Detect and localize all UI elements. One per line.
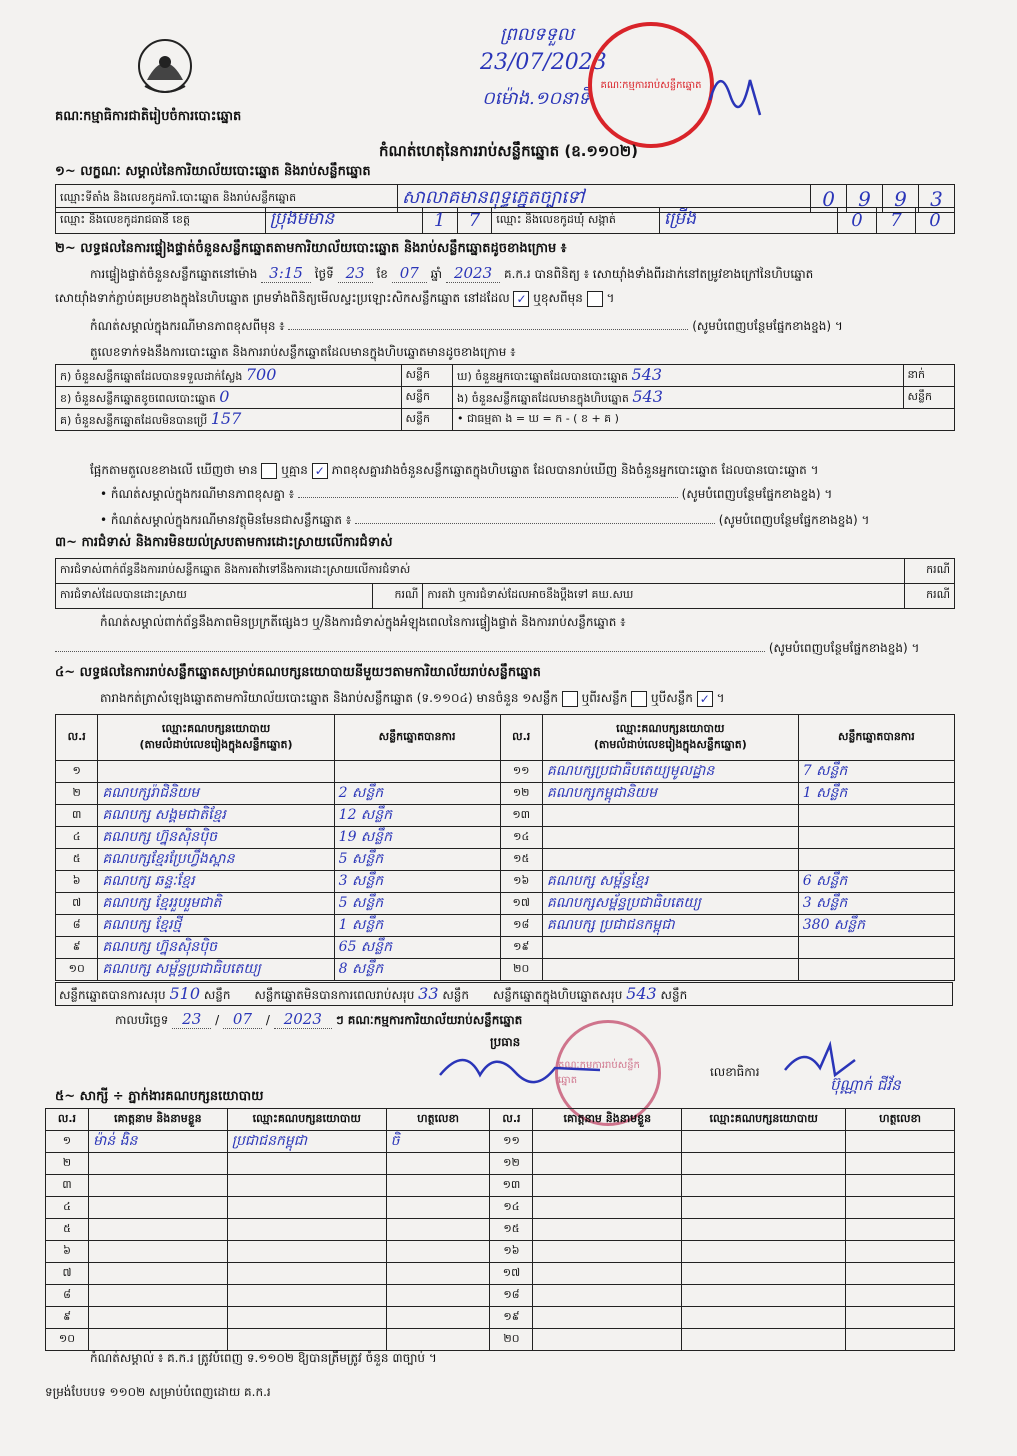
- section1-table-row2: [55, 207, 955, 234]
- total-valid: 510: [169, 984, 201, 1003]
- witness-row: [46, 1307, 955, 1329]
- witness-signature: [386, 1197, 490, 1219]
- vote-count: 1 សន្លឹក: [334, 915, 500, 937]
- location-label: ឈ្មោះទីតាំង និងលេខកូដការិ.បោះឆ្នោត និងរាប់សន្លឹកឆ្នោត: [56, 185, 398, 213]
- spoiled-ballots: 0: [219, 387, 230, 406]
- witness-signature: [386, 1263, 490, 1285]
- witness-name: [88, 1307, 227, 1329]
- form-note: ទម្រង់បែបបទ ១១០២ សម្រាប់បំពេញដោយ គ.ក.រ: [45, 1385, 271, 1399]
- verification-year: 2023: [446, 264, 500, 283]
- vote-count: 380 សន្លឹក: [798, 915, 954, 937]
- results-row: [56, 761, 955, 783]
- witness-name: [533, 1329, 682, 1351]
- witness-row: [46, 1285, 955, 1307]
- totals-line: សន្លឹកឆ្នោតបានការសរុប 510 សន្លឹក សន្លឹកឆ្នោតមិនបានការពេលរាប់សរុប 33 សន្លឹក សន្លឹកឆ្នោតក្នុងហិបឆ្នោតសរុប 543 សន្លឹក: [55, 982, 953, 1006]
- province-code: 1: [422, 208, 457, 234]
- no-cell: ១៨: [490, 1285, 533, 1307]
- witness-signature: [386, 1175, 490, 1197]
- no-cell: ១២: [490, 1153, 533, 1175]
- witness-signature: [846, 1329, 955, 1351]
- witness-party: [682, 1219, 846, 1241]
- commune-digit: 0: [837, 208, 876, 234]
- commune-digit: 0: [915, 208, 954, 234]
- witness-row: [46, 1263, 955, 1285]
- party-name: គណបក្ស សង្គមជាតិខ្មែរ: [98, 805, 334, 827]
- no-cell: ១១: [500, 761, 542, 783]
- location-digit: 0: [811, 185, 847, 213]
- no-cell: ៤: [56, 827, 98, 849]
- commune-digit: 7: [876, 208, 915, 234]
- seal-note-line: កំណត់សម្គាល់ក្នុងករណីមានភាពខុសពីមុន ៖ (សូមបំពេញបន្ថែមផ្នែកខាងខ្នង) ។: [90, 319, 843, 333]
- tally-one-checkbox[interactable]: [562, 691, 578, 707]
- no-cell: ១៣: [490, 1175, 533, 1197]
- witness-signature: [846, 1219, 955, 1241]
- vote-count: [798, 827, 954, 849]
- witness-name: [88, 1175, 227, 1197]
- party-name: គណបក្សកម្ពុជានិយម: [542, 783, 798, 805]
- vote-count: 3 សន្លឹក: [798, 893, 954, 915]
- vote-count: 7 សន្លឹក: [798, 761, 954, 783]
- party-name: [542, 805, 798, 827]
- chair-signature: [435, 1040, 605, 1094]
- witness-party: [227, 1175, 386, 1197]
- irregularity-fill: (សូមបំពេញបន្ថែមផ្នែកខាងខ្នង) ។: [55, 640, 955, 658]
- witness-name: [533, 1131, 682, 1153]
- vote-count: 6 សន្លឹក: [798, 871, 954, 893]
- witness-name: [88, 1329, 227, 1351]
- seal-check-line: សោយ៉ាំងទាក់ភ្ជាប់គម្របខាងក្នុងនៃហិបឆ្នោត ព្រមទាំងពិនិត្យមើលស្ទះប្រឡោះសិកសន្លឹកឆ្នោត នៅដដែល ✓ ឬខុសពីមុន ។: [55, 291, 615, 306]
- no-cell: ៥: [56, 849, 98, 871]
- receipt-signature: [705, 60, 765, 124]
- witness-party: [227, 1219, 386, 1241]
- no-cell: ៤: [46, 1197, 89, 1219]
- party-name: គណបក្សខ្មែរប្រែហ្វឹងស្ពាន: [98, 849, 334, 871]
- party-name: គណបក្ស ខ្មែរថ្មី: [98, 915, 334, 937]
- no-cell: ១០: [56, 959, 98, 981]
- witness-party: [227, 1329, 386, 1351]
- witness-name: [533, 1241, 682, 1263]
- receipt-date: 23/07/2023: [480, 50, 607, 75]
- witness-name: [533, 1175, 682, 1197]
- no-cell: ៩: [46, 1307, 89, 1329]
- diff-no-checkbox[interactable]: ✓: [312, 463, 328, 479]
- party-name: [542, 849, 798, 871]
- tally-sheet-line: តារាងកត់ត្រាសំឡេងឆ្នោតតាមការិយាល័យបោះឆ្នោត និងរាប់សន្លឹកឆ្នោត (ទ.១១០៤) មានចំនួន ១សន្លឹក ឬពីរសន្លឹក ឬបីសន្លឹក ✓ ។: [100, 691, 725, 706]
- witness-row: [46, 1153, 955, 1175]
- results-row: [56, 783, 955, 805]
- vote-count: [798, 937, 954, 959]
- witness-party: [682, 1153, 846, 1175]
- no-cell: ១៧: [490, 1263, 533, 1285]
- no-cell: ៣: [46, 1175, 89, 1197]
- witness-signature: [846, 1307, 955, 1329]
- no-cell: ៨: [46, 1285, 89, 1307]
- figures-intro: តួលេខទាក់ទងនឹងការបោះឆ្នោត និងការរាប់សន្លឹកឆ្នោតដែលមានក្នុងហិបឆ្នោតមានដូចខាងក្រោម ៖: [90, 345, 516, 359]
- vote-count: 5 សន្លឹក: [334, 893, 500, 915]
- witness-name: [88, 1219, 227, 1241]
- witness-party: [682, 1329, 846, 1351]
- secretary-label: លេខាធិការ: [710, 1065, 760, 1079]
- vote-count: 8 សន្លឹក: [334, 959, 500, 981]
- objections-table: ការជំទាស់ពាក់ព័ន្ធនឹងការរាប់សន្លឹកឆ្នោត និងការតវ៉ាទៅនឹងការដោះស្រាយលើការជំទាស់ ករណី ការជំទាស់ដែលបានដោះស្រាយ ករណី ការតវ៉ា ឬការជំទាស់ដែលអាចនឹងប្ដឹងទៅ គឃ.សឃ ករណី: [55, 558, 955, 609]
- no-cell: ២: [46, 1153, 89, 1175]
- stamp-text: គណៈកម្មការរាប់សន្លឹកឆ្នោត: [600, 79, 702, 91]
- witness-signature: [846, 1241, 955, 1263]
- section2-title: ២~ លទ្ធផលនៃការផ្ទៀងផ្ទាត់ចំនួនសន្លឹកឆ្នោតតាមការិយាល័យបោះឆ្នោត និងរាប់សន្លឹកឆ្នោតដូចខាងក្រោម ៖: [55, 241, 567, 256]
- province-code: 7: [457, 208, 492, 234]
- results-row: [56, 827, 955, 849]
- signing-date-line: កាលបរិច្ឆេទ 23 / 07 / 2023 ៗ គណៈកម្មការការិយាល័យរាប់សន្លឹកឆ្នោត: [115, 1010, 523, 1028]
- signing-month: 07: [223, 1010, 262, 1029]
- verification-month: 07: [392, 264, 427, 283]
- no-cell: ១: [46, 1131, 89, 1153]
- no-cell: ១៩: [490, 1307, 533, 1329]
- ballots-in-box: 543: [632, 387, 663, 406]
- commune-value: ម្រើង: [659, 208, 837, 234]
- vote-count: [798, 849, 954, 871]
- no-cell: ៦: [56, 871, 98, 893]
- no-cell: ៧: [46, 1263, 89, 1285]
- no-cell: ១៦: [500, 871, 542, 893]
- location-digit: 3: [918, 185, 954, 213]
- official-stamp: [588, 22, 714, 148]
- witness-signature: [846, 1153, 955, 1175]
- witness-party: [682, 1175, 846, 1197]
- no-cell: ១១: [490, 1131, 533, 1153]
- witness-name: [533, 1285, 682, 1307]
- witness-signature: ចិ: [386, 1131, 490, 1153]
- no-cell: ១៥: [500, 849, 542, 871]
- witness-name: [88, 1241, 227, 1263]
- witness-row: [46, 1131, 955, 1153]
- results-table: ល.រ ឈ្មោះគណបក្សនយោបាយ (តាមលំដាប់លេខរៀងក្នុងសន្លឹកឆ្នោត) សន្លឹកឆ្នោតបានការ ល.រ ឈ្មោះគណបក្សនយោបាយ (តាមលំដាប់លេខរៀងក្នុងសន្លឹកឆ្នោត) សន្លឹកឆ្នោតបានការ ១ ១១ គណបក្សប្រជាធិបតេយ្យមូលដ្ឋាន 7 សន្លឹក ២ គណបក្សរ៉ាជិនិយម 2 សន្លឹក ១២ គណបក្សកម្ពុជានិយម 1 សន្លឹក ៣ គណបក្ស សង្គមជាតិខ្មែរ 12 សន្លឹក ១៣ ៤ គណបក្ស ហ្វ៊ុនស៊ិនប៉ិច 19 សន្លឹក ១៤ ៥ គណបក្សខ្មែរប្រែហ្វឹងស្ពាន 5 សន្លឹក ១៥ ៦ គណបក្ស ឆន្ទៈខ្មែរ 3 សន្លឹក ១៦ គណបក្ស សម្ព័ន្ធខ្មែរ 6 សន្លឹក ៧ គណបក្ស ខ្មែររួបរួមជាតិ 5 សន្លឹក ១៧ គណបក្សសម្ព័ន្ធប្រជាធិបតេយ្យ 3 សន្លឹក ៨ គណបក្ស ខ្មែរថ្មី 1 សន្លឹក ១៨ គណបក្ស ប្រជាជនកម្ពុជា 380 សន្លឹក ៩ គណបក្ស ហ្វ៊ុនស៊ិនប៉ិច 65 សន្លឹក ១៩ ១០ គណបក្ស សម្ព័ន្ធប្រជាធិបតេយ្យ 8 សន្លឹក ២០: [55, 714, 955, 981]
- witness-party: [227, 1307, 386, 1329]
- witness-party: [227, 1153, 386, 1175]
- seal-diff-checkbox[interactable]: [587, 291, 603, 307]
- vote-count: [798, 805, 954, 827]
- witness-name: [88, 1153, 227, 1175]
- results-row: [56, 893, 955, 915]
- party-name: គណបក្សរ៉ាជិនិយម: [98, 783, 334, 805]
- tally-three-checkbox[interactable]: ✓: [697, 691, 713, 707]
- witness-row: [46, 1219, 955, 1241]
- section4-title: ៤~ លទ្ធផលនៃការរាប់សន្លឹកឆ្នោតសម្រាប់គណបក្សនយោបាយនីមួយៗតាមការិយាល័យរាប់សន្លឹកឆ្នោត: [55, 665, 541, 680]
- witness-party: [682, 1285, 846, 1307]
- diff-yes-checkbox[interactable]: [261, 463, 277, 479]
- witness-name: [533, 1307, 682, 1329]
- party-name: គណបក្ស ឆន្ទៈខ្មែរ: [98, 871, 334, 893]
- witness-party: ប្រជាជនកម្ពុជា: [227, 1131, 386, 1153]
- unused-ballots: 157: [210, 409, 242, 428]
- figures-row: គ) ចំនួនសន្លឹកឆ្នោតដែលមិនបានប្រើ 157 សន្លឹក • ជាធម្មតា ង = ឃ = ក - ( ខ + គ ): [56, 409, 955, 431]
- witness-signature: [846, 1131, 955, 1153]
- vote-count: [798, 959, 954, 981]
- witness-signature: [846, 1285, 955, 1307]
- no-cell: ៣: [56, 805, 98, 827]
- vote-count: 2 សន្លឹក: [334, 783, 500, 805]
- no-cell: ១៦: [490, 1241, 533, 1263]
- figures-row: ក) ចំនួនសន្លឹកឆ្នោតដែលបានទទួលដាក់ស្លែង 700 សន្លឹក ឃ) ចំនួនអ្នកបោះឆ្នោតដែលបានបោះឆ្នោត 543 នាក់: [56, 365, 955, 387]
- no-cell: ៩: [56, 937, 98, 959]
- witness-party: [682, 1263, 846, 1285]
- witness-signature: [386, 1241, 490, 1263]
- party-name: គណបក្ស ហ្វ៊ុនស៊ិនប៉ិច: [98, 937, 334, 959]
- no-cell: ១៤: [500, 827, 542, 849]
- results-row: [56, 871, 955, 893]
- signing-year: 2023: [274, 1010, 332, 1029]
- no-cell: ៥: [46, 1219, 89, 1241]
- witness-party: [227, 1285, 386, 1307]
- witness-row: [46, 1197, 955, 1219]
- witness-party: [682, 1241, 846, 1263]
- witness-party: [682, 1307, 846, 1329]
- voters-count: 543: [631, 365, 663, 384]
- figures-table: [55, 364, 955, 431]
- party-name: [542, 937, 798, 959]
- witness-signature: [386, 1285, 490, 1307]
- witness-name: [533, 1263, 682, 1285]
- results-row: [56, 805, 955, 827]
- witness-name: [533, 1197, 682, 1219]
- party-name: គណបក្ស ហ្វ៊ុនស៊ិនប៉ិច: [98, 827, 334, 849]
- vote-count: 12 សន្លឹក: [334, 805, 500, 827]
- party-name: [98, 761, 334, 783]
- difference-note: • កំណត់សម្គាល់ក្នុងករណីមានភាពខុសគ្នា ៖ (សូមបំពេញបន្ថែមផ្នែកខាងខ្នង) ។: [100, 487, 833, 501]
- form-title: កំណត់ហេតុនៃការរាប់សន្លឹកឆ្នោត (ឧ.១១០២): [378, 142, 638, 160]
- province-value: ប្រុងមមាន: [265, 208, 422, 234]
- total-invalid: 33: [418, 984, 439, 1003]
- figures-row: ខ) ចំនួនសន្លឹកឆ្នោតខូចពេលបោះឆ្នោត 0 សន្លឹក ង) ចំនួនសន្លឹកឆ្នោតដែលមានក្នុងហិបឆ្នោត 543 សន្លឹក: [56, 387, 955, 409]
- no-cell: ១៣: [500, 805, 542, 827]
- no-cell: ១៥: [490, 1219, 533, 1241]
- vote-count: 5 សន្លឹក: [334, 849, 500, 871]
- received-ballots: 700: [245, 365, 277, 384]
- secretary-name: ប៊ុណ្ណាក់ ជីវ័ន: [830, 1076, 901, 1094]
- section3-title: ៣~ ការជំទាស់ និងការមិនយល់ស្របតាមការដោះស្រាយលើការជំទាស់: [55, 535, 393, 550]
- vote-count: 3 សន្លឹក: [334, 871, 500, 893]
- signing-day: 23: [172, 1010, 211, 1029]
- witness-name: ម៉ាន់ ងិន: [88, 1131, 227, 1153]
- witness-row: [46, 1241, 955, 1263]
- commune-label: ឈ្មោះ និងលេខកូដឃុំ សង្កាត់: [492, 208, 660, 234]
- no-cell: ១៤: [490, 1197, 533, 1219]
- results-row: [56, 849, 955, 871]
- location-value: សាលាគមានពុទ្ធភ្នេតច្បាទៅ: [398, 185, 811, 213]
- party-name: គណបក្សប្រជាធិបតេយ្យមូលដ្ឋាន: [542, 761, 798, 783]
- vote-count: 19 សន្លឹក: [334, 827, 500, 849]
- party-name: [542, 827, 798, 849]
- witness-name: [88, 1197, 227, 1219]
- results-row: [56, 937, 955, 959]
- witness-signature: [386, 1219, 490, 1241]
- witness-party: [682, 1197, 846, 1219]
- no-cell: ៦: [46, 1241, 89, 1263]
- no-cell: ១០: [46, 1329, 89, 1351]
- witness-signature: [846, 1197, 955, 1219]
- verification-hour: 3:15: [261, 264, 311, 283]
- no-cell: ២០: [500, 959, 542, 981]
- chair-label: ប្រធាន: [490, 1035, 521, 1049]
- no-cell: ៧: [56, 893, 98, 915]
- vote-count: [334, 761, 500, 783]
- receipt-time: ០ម៉ោង.១០នាទី: [482, 88, 590, 109]
- province-label: ឈ្មោះ និងលេខកូដរាជធានី ខេត្ត: [56, 208, 266, 234]
- difference-line: ផ្អែកតាមតួលេខខាងលើ ឃើញថា មាន ឬគ្មាន ✓ ភាពខុសគ្នារវាងចំនួនសន្លឹកឆ្នោតក្នុងហិបឆ្នោត ដែលបានរាប់ឃើញ និងចំនួនអ្នកបោះឆ្នោត ដែលបានបោះឆ្នោត ។: [90, 463, 819, 478]
- no-cell: ២០: [490, 1329, 533, 1351]
- witness-signature: [386, 1153, 490, 1175]
- witness-row: [46, 1329, 955, 1351]
- verification-time-line: ការផ្ទៀងផ្ទាត់ចំនួនសន្លឹកឆ្នោតនៅម៉ោង 3:15 ថ្ងៃទី 23 ខែ 07 ឆ្នាំ 2023 គ.ក.រ បានពិនិត្យ ៖ សោយ៉ាំងទាំងពីរដាក់នៅតម្រូវខាងក្រៅនៃហិបឆ្នោត: [90, 264, 814, 282]
- no-cell: ៨: [56, 915, 98, 937]
- party-name: គណបក្ស ខ្មែររួបរួមជាតិ: [98, 893, 334, 915]
- witness-signature: [846, 1263, 955, 1285]
- witness-table: ល.រ គោត្តនាម និងនាមខ្លួន ឈ្មោះគណបក្សនយោបាយ ហត្ថលេខា ល.រ គោត្តនាម និងនាមខ្លួន ឈ្មោះគណបក្សនយោបាយ ហត្ថលេខា ១ ម៉ាន់ ងិន ប្រជាជនកម្ពុជា ចិ ១១ ២ ១២ ៣ ១៣ ៤ ១៤ ៥ ១៥ ៦ ១៦ ៧ ១៧ ៨ ១៨ ៩ ១៩ ១០ ២០: [45, 1108, 955, 1351]
- no-cell: ១៨: [500, 915, 542, 937]
- non-ballot-note: • កំណត់សម្គាល់ក្នុងករណីមានវត្ថុមិនមែនជាសន្លឹកឆ្នោត ៖ (សូមបំពេញបន្ថែមផ្នែកខាងខ្នង) ។: [100, 513, 870, 527]
- irregularity-note: កំណត់សម្គាល់ពាក់ព័ន្ធនឹងភាពមិនប្រក្រតីផ្សេងៗ ឬ/និងការជំទាស់ក្នុងអំឡុងពេលនៃការផ្ទៀងផ្ទាត់ និងការរាប់សន្លឹកឆ្នោត ៖: [100, 615, 626, 629]
- verification-day: 23: [338, 264, 373, 283]
- vote-count: 1 សន្លឹក: [798, 783, 954, 805]
- results-row: [56, 959, 955, 981]
- committee-stamp: គណៈកម្មការរាប់សន្លឹកឆ្នោត: [555, 1020, 661, 1126]
- no-cell: ២: [56, 783, 98, 805]
- receipt-label: ព្រលទទួល: [500, 24, 574, 45]
- witness-name: [533, 1219, 682, 1241]
- party-name: គណបក្សសម្ព័ន្ធប្រជាធិបតេយ្យ: [542, 893, 798, 915]
- agency-name: គណៈកម្មាធិការជាតិរៀបចំការបោះឆ្នោត: [55, 109, 242, 124]
- witness-name: [88, 1285, 227, 1307]
- party-name: គណបក្ស ប្រជាជនកម្ពុជា: [542, 915, 798, 937]
- witness-party: [682, 1131, 846, 1153]
- witness-name: [88, 1263, 227, 1285]
- vote-count: 65 សន្លឹក: [334, 937, 500, 959]
- witness-party: [227, 1263, 386, 1285]
- footer-note: កំណត់សម្គាល់ ៖ គ.ក.រ ត្រូវបំពេញ ទ.១១០២ ឱ្យបានត្រឹមត្រូវ ចំនួន ៣ច្បាប់ ។: [90, 1351, 437, 1365]
- tally-two-checkbox[interactable]: [631, 691, 647, 707]
- seal-same-checkbox[interactable]: ✓: [513, 291, 529, 307]
- witness-signature: [846, 1175, 955, 1197]
- no-cell: ១២: [500, 783, 542, 805]
- no-cell: ១: [56, 761, 98, 783]
- witness-name: [533, 1153, 682, 1175]
- section5-title: ៥~ សាក្សី ÷ ភ្នាក់ងារគណបក្សនយោបាយ: [55, 1089, 264, 1104]
- witness-signature: [386, 1307, 490, 1329]
- witness-row: [46, 1175, 955, 1197]
- party-name: គណបក្ស សម្ព័ន្ធប្រជាធិបតេយ្យ: [98, 959, 334, 981]
- witness-signature: [386, 1329, 490, 1351]
- no-cell: ១៩: [500, 937, 542, 959]
- witness-party: [227, 1241, 386, 1263]
- results-row: [56, 915, 955, 937]
- nec-emblem-icon: [135, 36, 195, 100]
- location-digit: 9: [847, 185, 883, 213]
- total-in-box: 543: [626, 984, 657, 1003]
- party-name: គណបក្ស សម្ព័ន្ធខ្មែរ: [542, 871, 798, 893]
- no-cell: ១៧: [500, 893, 542, 915]
- witness-party: [227, 1197, 386, 1219]
- party-name: [542, 959, 798, 981]
- location-digit: 9: [883, 185, 919, 213]
- section1-title: ១~ លក្ខណៈ សម្គាល់នៃការិយាល័យបោះឆ្នោត និងរាប់សន្លឹកឆ្នោត: [55, 164, 371, 179]
